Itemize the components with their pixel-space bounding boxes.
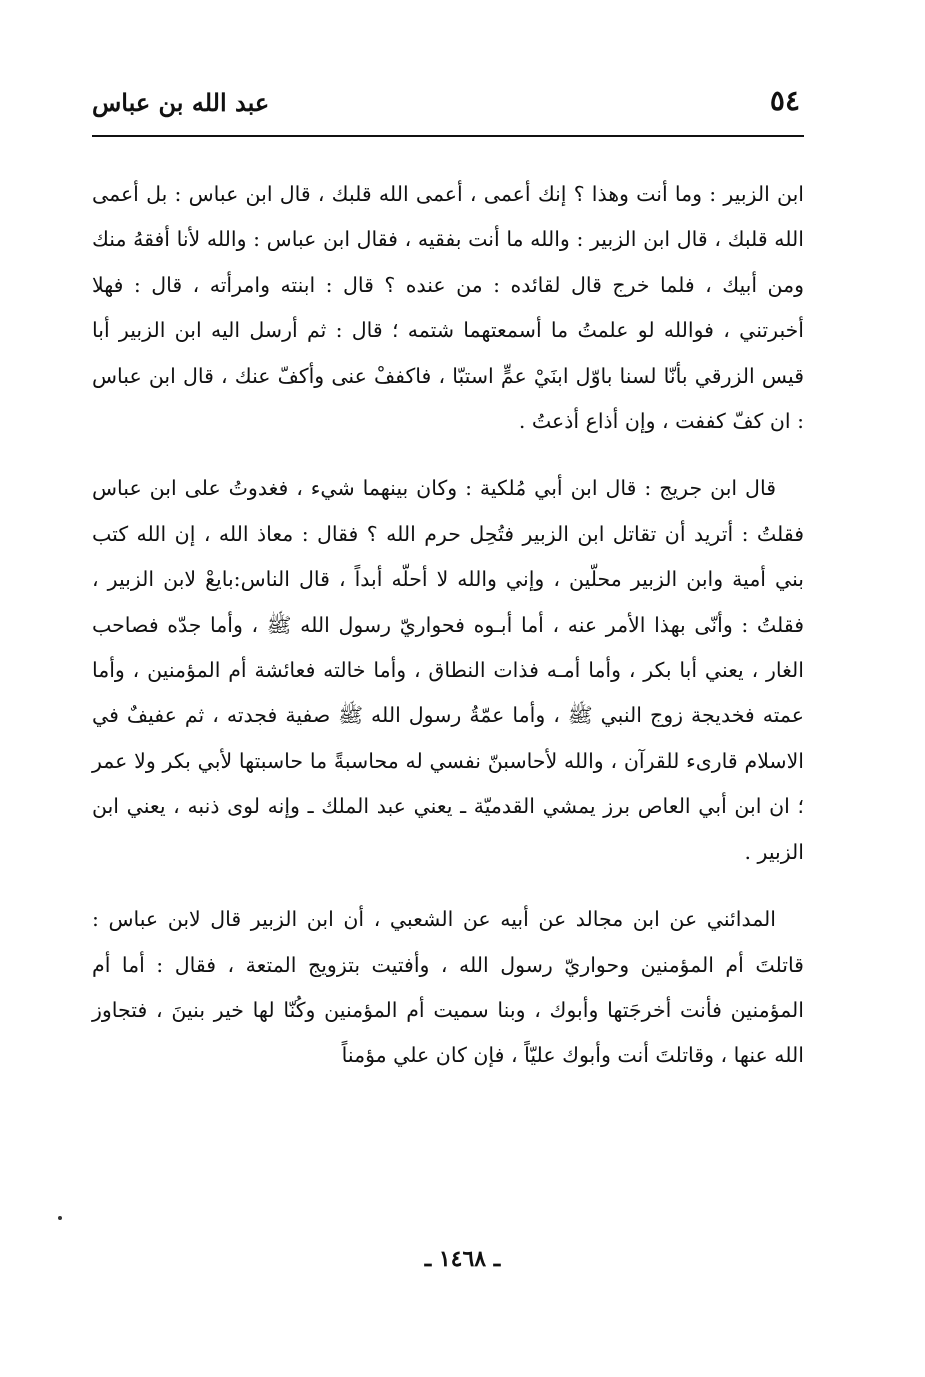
paragraph-1: ابن الزبير : وما أنت وهذا ؟ إنك أعمى ، أعمى الله قلبك ، قال ابن عباس : بل أعمى الله قلبك ، قال ابن الزبير : والله ما أنت بفقيه ، فقال ابن عباس : والله لأنا أفقهُ منك ومن أبيك ، فلما خرج قال لقائده : من عنده ؟ قال : ابنته وامرأته ، قال : فهلا أخبرتني ، فوالله لو علمتُ ما أسمعتهما شتمه ؛ قال : ثم أرسل اليه ابن الزبير أبا قيس الزرقي بأنّا لسنا باوّل ابنَيْ عمٍّ استبّا ، فاكففْ عنى وأكفّ عنك ، قال ابن عباس : ان كفّ كففت ، وإن أذاع أذعتُ .: [92, 182, 804, 434]
scan-speck: [58, 1216, 62, 1220]
page-footer-folio: ـ ١٤٦٨ ـ: [424, 1246, 501, 1272]
page-header: [92, 82, 800, 134]
header-divider: [92, 135, 804, 137]
page-number: ٥٤: [769, 84, 800, 117]
body-text: [92, 172, 804, 1101]
running-title: عبد الله بن عباس: [92, 88, 270, 117]
paragraph-3: المدائني عن ابن مجالد عن أبيه عن الشعبي ، أن ابن الزبير قال لابن عباس : قاتلتَ أم المؤمنين وحواريّ رسول الله ، وأفتيت بتزويج المتعة ، فقال : أما أم المؤمنين فأنت أخرجَتها وأبوك ، وبنا سميت أم المؤمنين وكُنّا لها خير بنينَ ، فتجاوز الله عنها ، وقاتلتَ أنت وأبوك عليّاً ، فإن كان علي مؤمناً: [92, 907, 804, 1068]
paragraph-2: قال ابن جريج : قال ابن أبي مُلكية : وكان بينهما شيء ، فغدوتُ على ابن عباس فقلتُ : أتريد أن تقاتل ابن الزبير فتُحِل حرم الله ؟ فقال : معاذ الله ، إن الله كتب بني أمية وابن الزبير محلّين ، وإني والله لا أحلّه أبداً ، قال الناس:بايعْ لابن الزبير ، فقلتُ : وأنّى بهذا الأمر عنه ، أما أبـوه فحواريّ رسول الله ﷺ ، وأما جدّه فصاحب الغار ، يعني أبا بكر ، وأما أمـه فذات النطاق ، وأما خالته فعائشة أم المؤمنين ، وأما عمته فخديجة زوج النبي ﷺ ، وأما عمّةُ رسول الله ﷺ صفية فجدته ، ثم عفيفٌ في الاسلام قارىء للقرآن ، والله لأحاسبنّ نفسي له محاسبةً ما حاسبتها لأبي بكر ولا عمر ؛ ان ابن أبي العاص برز يمشي القدميّة ـ يعني عبد الملك ـ وإنه لوى ذنبه ، يعني ابن الزبير .: [92, 476, 804, 864]
